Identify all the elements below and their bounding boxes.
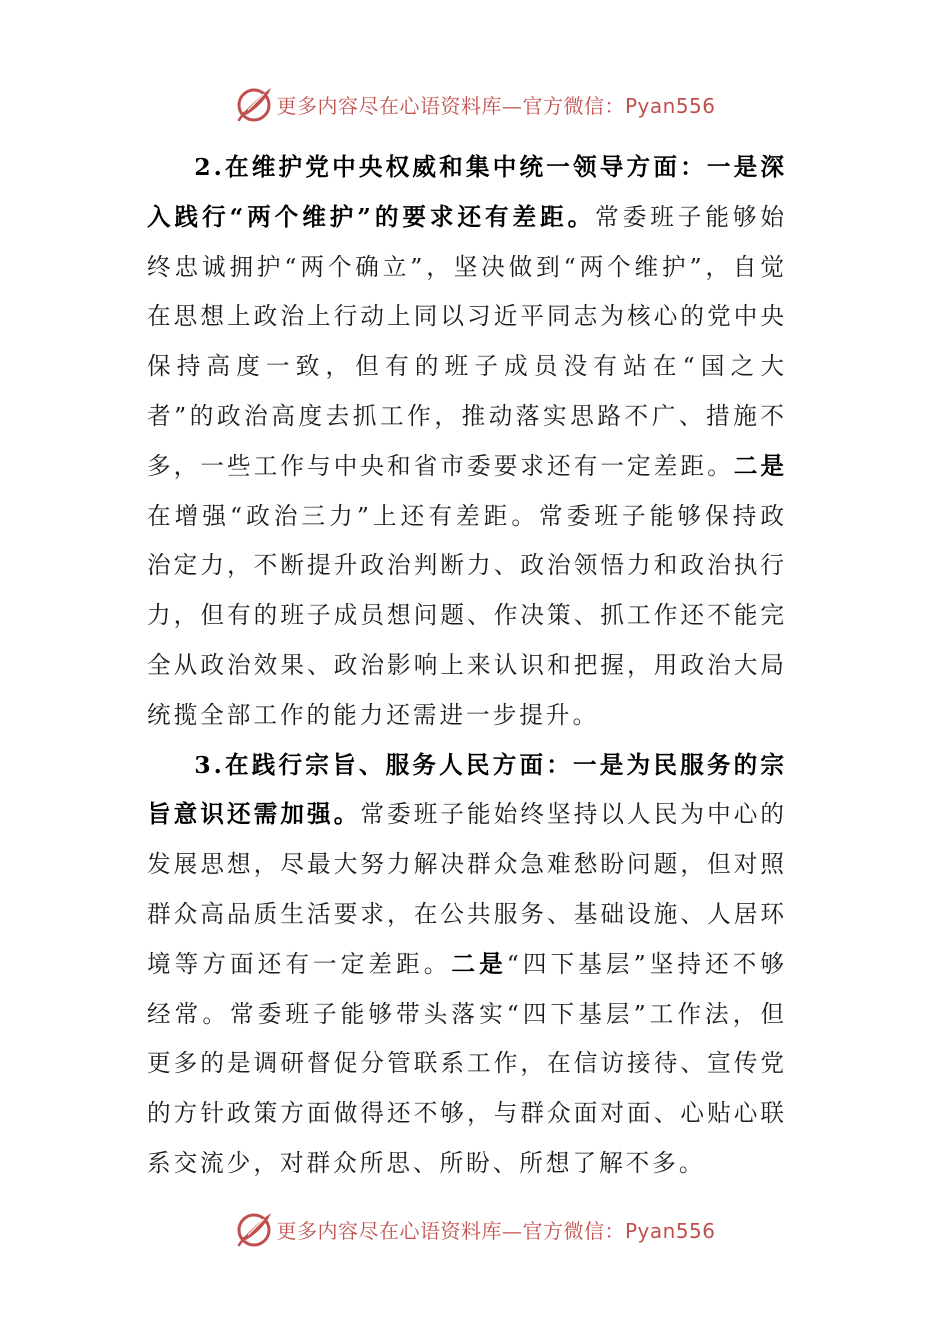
footer-watermark-banner [0,1209,950,1249]
watermark-wechat-id: Pyan556 [624,93,716,118]
paragraph-3-point2-text: “四下基层”坚持还不够经常。常委班子能够带头落实“四下基层”工作法，但更多的是调研督促分管联系工作，在信访接待、宣传党的方针政策方面做得还不够，与群众面对面、心贴心联系交流少，对群众所思、所盼、所想了解不多。 [147,949,788,1177]
paragraph-3-point1-title: 一是为民服务的宗旨意识还需加强。 [147,750,787,829]
paragraph-2-point2-text: 在增强“政治三力”上还有差距。常委班子能够保持政治定力，不断提升政治判断力、政治领悟力和政治执行力，但有的班子成员想问题、作决策、抓工作还不能完全从政治效果、政治影响上来认识和把握，用政治大局统揽全部工作的能力还需进一步提升。 [147,501,787,729]
paragraph-2-point1-title: 一是深入践行“两个维护”的要求还有差距。 [147,153,787,231]
document-body [147,143,787,1189]
paragraph-2-heading: 2.在维护党中央权威和集中统一领导方面： [194,153,707,181]
watermark-text [276,90,715,119]
watermark-wechat-id: Pyan556 [624,1218,716,1243]
feather-pen-logo-icon [234,1209,274,1249]
paragraph-3-point2-marker: 二是 [451,949,507,978]
watermark-text-cn: 更多内容尽在心语资料库—官方微信： [276,93,625,118]
feather-pen-logo-icon [234,84,274,124]
paragraph-2-point1-text: 常委班子能够始终忠诚拥护“两个确立”，坚决做到“两个维护”，自觉在思想上政治上行动上同以习近平同志为核心的党中央保持高度一致，但有的班子成员没有站在“国之大者”的政治高度去抓工作，推动落实思路不广、措施不多，一些工作与中央和省市委要求还有一定差距。 [147,202,787,480]
paragraph-3-point1-text: 常委班子能始终坚持以人民为中心的发展思想，尽最大努力解决群众急难愁盼问题，但对照群众高品质生活要求，在公共服务、基础设施、人居环境等方面还有一定差距。 [147,800,787,978]
paragraph-3 [147,741,787,1189]
watermark-text [276,1215,715,1244]
paragraph-2-point2-marker: 二是 [733,451,787,480]
paragraph-3-heading: 3.在践行宗旨、服务人民方面： [194,750,574,779]
header-watermark-banner [0,84,950,124]
watermark-text-cn: 更多内容尽在心语资料库—官方微信： [276,1218,625,1243]
paragraph-2 [147,143,787,741]
